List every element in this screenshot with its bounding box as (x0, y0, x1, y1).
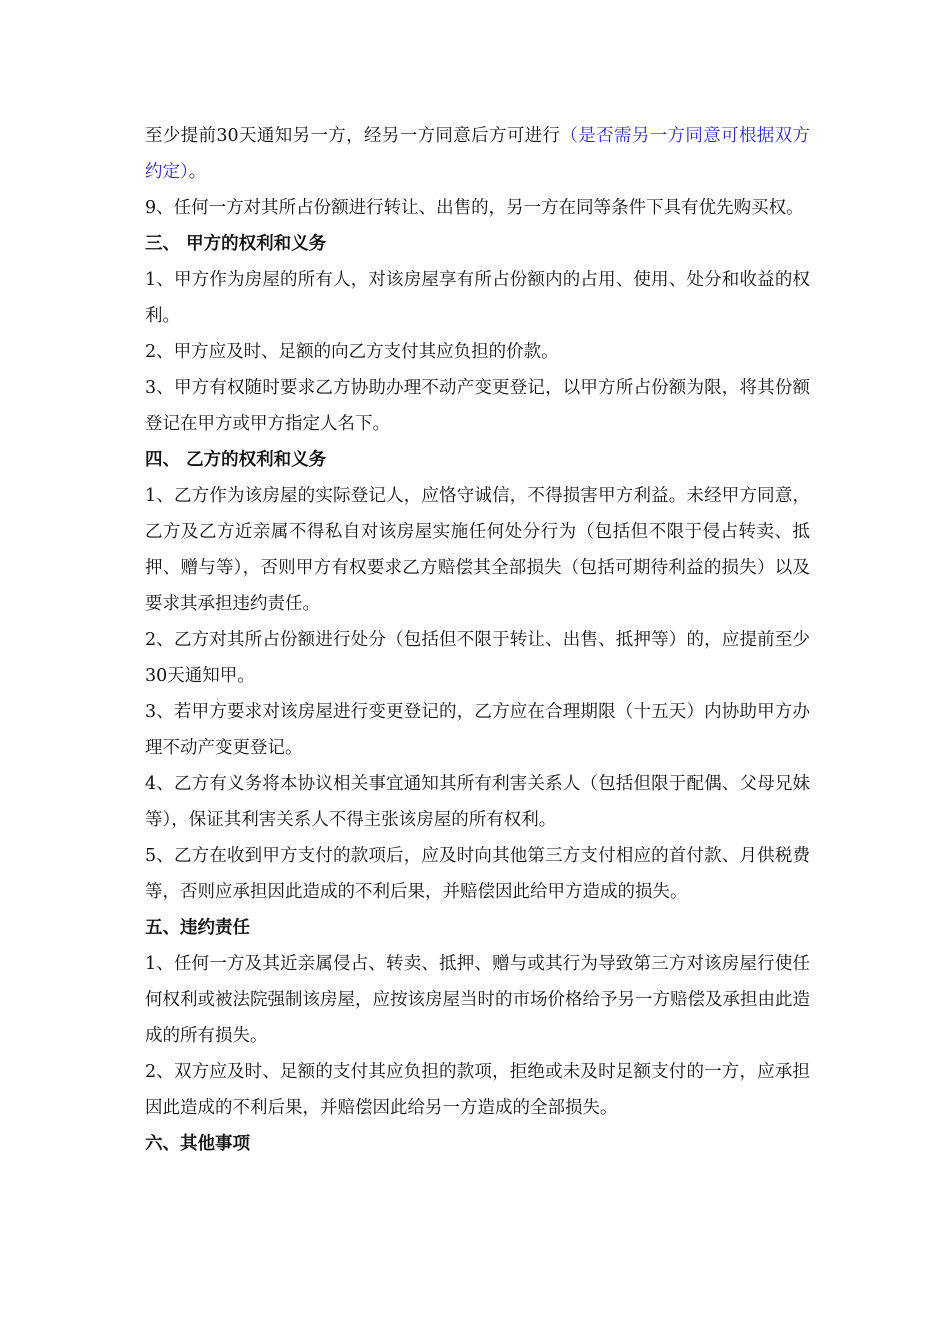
section-heading-breach: 五、违约责任 (145, 918, 250, 938)
paragraph-party-b-2: 2、乙方对其所占份额进行处分（包括但不限于转让、出售、抵押等）的，应提前至少30天通知甲。 (145, 630, 810, 686)
paragraph-clause-8-continued (145, 118, 810, 190)
section-heading-other-matters: 六、其他事项 (145, 1134, 250, 1154)
paragraph-party-b-5: 5、乙方在收到甲方支付的款项后，应及时向其他第三方支付相应的首付款、月供税费等，否则应承担因此造成的不利后果，并赔偿因此给甲方造成的损失。 (145, 846, 810, 902)
section-heading-party-a: 三、 甲方的权利和义务 (145, 234, 327, 254)
paragraph-party-a-1: 1、甲方作为房屋的所有人，对该房屋享有所占份额内的占用、使用、处分和收益的权利。 (145, 270, 810, 326)
paragraph-party-b-4: 4、乙方有义务将本协议相关事宜通知其所有利害关系人（包括但限于配偶、父母兄妹等），保证其利害关系人不得主张该房屋的所有权利。 (145, 774, 810, 830)
paragraph-tail: 。 (188, 162, 207, 182)
paragraph-text: 至少提前30天通知另一方，经另一方同意后方可进行 (145, 126, 561, 146)
paragraph-party-a-3: 3、甲方有权随时要求乙方协助办理不动产变更登记，以甲方所占份额为限，将其份额登记在甲方或甲方指定人名下。 (145, 378, 810, 434)
blue-annotation-note: （是否需另一方同意可根据双方约定） (145, 126, 810, 182)
document-body (145, 118, 810, 1162)
paragraph-party-b-3: 3、若甲方要求对该房屋进行变更登记的，乙方应在合理期限（十五天）内协助甲方办理不动产变更登记。 (145, 702, 810, 758)
paragraph-breach-2: 2、双方应及时、足额的支付其应负担的款项，拒绝或未及时足额支付的一方，应承担因此造成的不利后果，并赔偿因此给另一方造成的全部损失。 (145, 1062, 810, 1118)
section-heading-party-b: 四、 乙方的权利和义务 (145, 450, 327, 470)
paragraph-party-a-2: 2、甲方应及时、足额的向乙方支付其应负担的价款。 (145, 342, 559, 362)
paragraph-clause-9: 9、任何一方对其所占份额进行转让、出售的，另一方在同等条件下具有优先购买权。 (145, 198, 804, 218)
paragraph-party-b-1: 1、乙方作为该房屋的实际登记人，应恪守诚信，不得损害甲方利益。未经甲方同意，乙方及乙方近亲属不得私自对该房屋实施任何处分行为（包括但不限于侵占转卖、抵押、赠与等），否则甲方有权要求乙方赔偿其全部损失（包括可期待利益的损失）以及要求其承担违约责任。 (145, 486, 810, 614)
paragraph-breach-1: 1、任何一方及其近亲属侵占、转卖、抵押、赠与或其行为导致第三方对该房屋行使任何权利或被法院强制该房屋，应按该房屋当时的市场价格给予另一方赔偿及承担由此造成的所有损失。 (145, 954, 810, 1046)
